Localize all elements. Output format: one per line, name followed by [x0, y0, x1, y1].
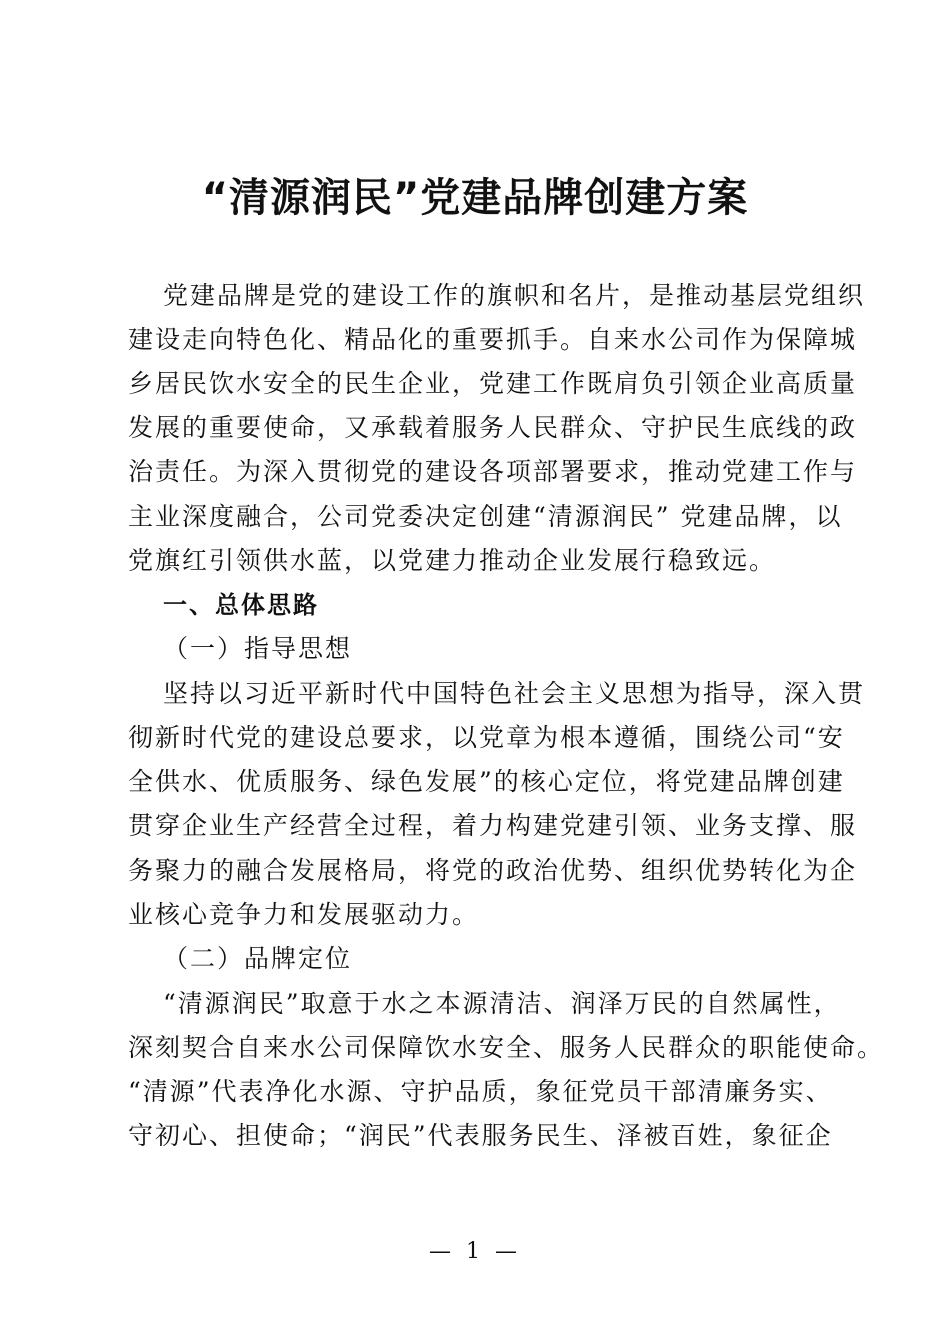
paragraph-line: “清源润民”取意于水之本源清洁、润泽万民的自然属性， [163, 989, 841, 1018]
section-heading: 一、总体思路 [163, 591, 319, 619]
paragraph-line: 贯穿企业生产经营全过程，着力构建党建引领、业务支撑、服 [128, 811, 858, 840]
paragraph-line: 党旗红引领供水蓝，以党建力推动企业发展行稳致远。 [128, 546, 777, 575]
paragraph-line: 彻新时代党的建设总要求，以党章为根本遵循，围绕公司“安 [128, 723, 845, 752]
paragraph-line: 全供水、优质服务、绿色发展”的核心定位，将党建品牌创建 [128, 767, 845, 796]
paragraph-line: 建设走向特色化、精品化的重要抓手。自来水公司作为保障城 [128, 325, 858, 354]
paragraph-line: 乡居民饮水安全的民生企业，党建工作既肩负引领企业高质量 [128, 369, 858, 398]
document-title: “清源润民”党建品牌创建方案 [201, 175, 749, 221]
paragraph-line: 治责任。为深入贯彻党的建设各项部署要求，推动党建工作与 [128, 457, 858, 486]
paragraph-line: 深刻契合自来水公司保障饮水安全、服务人民群众的职能使命。 [128, 1033, 885, 1062]
paragraph-line: 守初心、担使命；“润民”代表服务民生、泽被百姓，象征企 [128, 1121, 833, 1150]
paragraph-line: 发展的重要使命，又承载着服务人民群众、守护民生底线的政 [128, 413, 858, 442]
paragraph-line: 业核心竞争力和发展驱动力。 [128, 900, 480, 929]
paragraph-line: 党建品牌是党的建设工作的旗帜和名片，是推动基层党组织 [163, 281, 866, 310]
paragraph-line: 务聚力的融合发展格局，将党的政治优势、组织优势转化为企 [128, 856, 858, 885]
subsection-heading: （一）指导思想 [163, 634, 353, 663]
page-number: — 1 — [429, 1239, 521, 1264]
paragraph-line: “清源”代表净化水源、守护品质，象征党员干部清廉务实、 [128, 1077, 833, 1106]
paragraph-line: 主业深度融合，公司党委决定创建“清源润民” 党建品牌，以 [128, 502, 843, 531]
subsection-heading: （二）品牌定位 [163, 944, 353, 973]
paragraph-line: 坚持以习近平新时代中国特色社会主义思想为指导，深入贯 [163, 679, 866, 708]
